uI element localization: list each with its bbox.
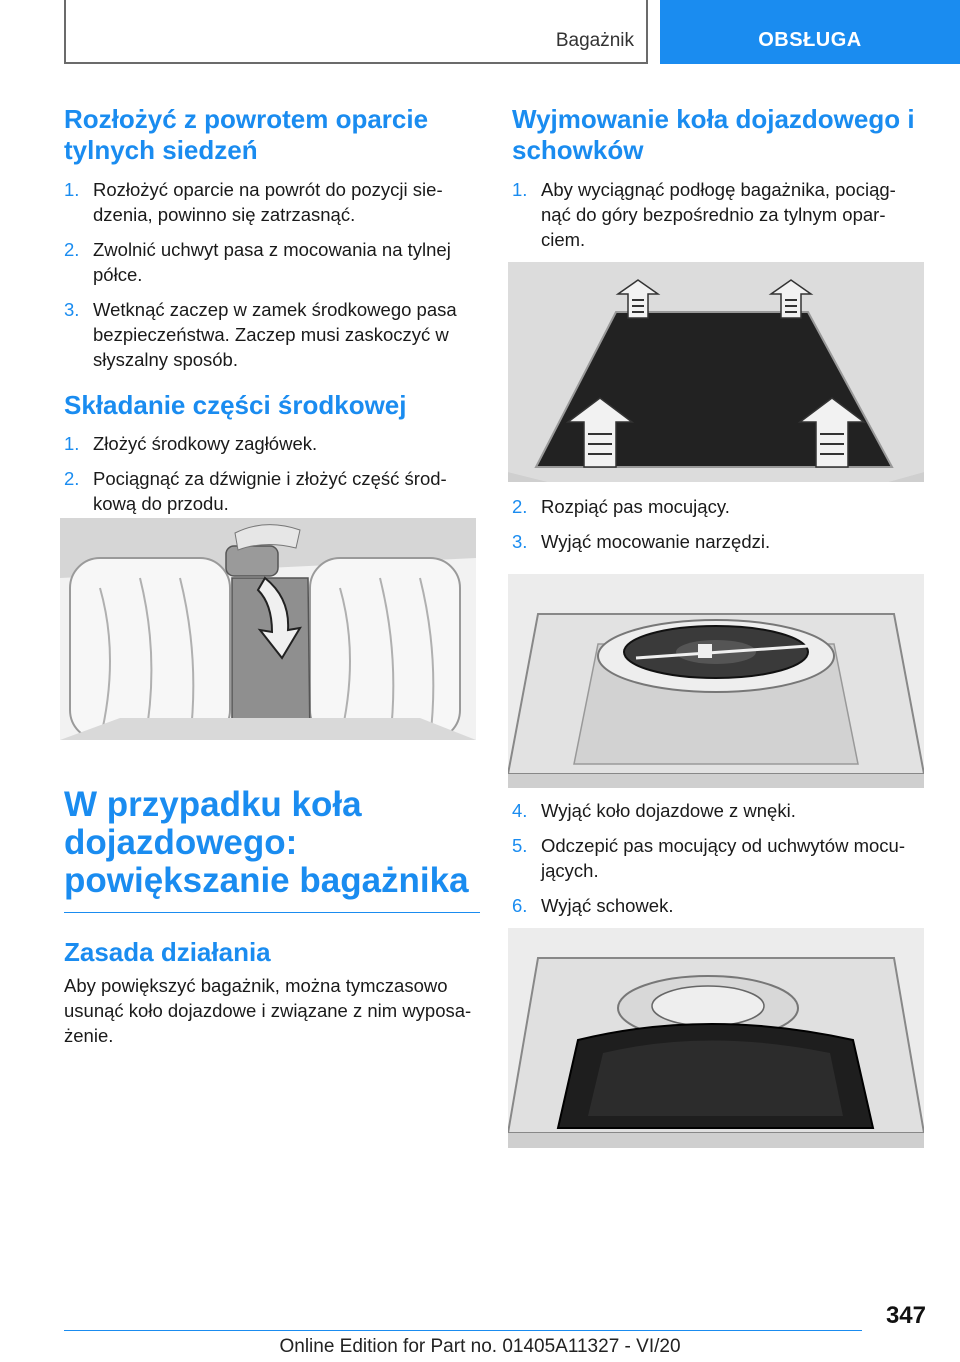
step-text: Zwolnić uchwyt pasa z mocowania na tylnej półce. xyxy=(93,239,451,285)
footer-edition: Online Edition for Part no. 01405A11327 - VI/20 xyxy=(279,1336,681,1357)
rear-seat-illustration xyxy=(60,518,476,740)
spare-wheel-well-illustration xyxy=(508,574,924,788)
step-number: 1. xyxy=(512,179,528,200)
step-number: 2. xyxy=(512,496,528,517)
header-section-box xyxy=(64,0,648,64)
step-number: 2. xyxy=(64,239,80,260)
step-item xyxy=(64,297,474,372)
step-number: 3. xyxy=(512,531,528,552)
step-item xyxy=(512,833,924,883)
step-item xyxy=(64,466,474,516)
step-item xyxy=(64,237,474,287)
step-text: Wyjąć koło dojazdowe z wnęki. xyxy=(541,800,796,821)
step-text: Rozpiąć pas mocujący. xyxy=(541,496,730,517)
step-text: Wetknąć zaczep w zamek środkowego pasa bezpieczeństwa. Zaczep musi zaskoczyć w słyszalny sposób. xyxy=(93,299,457,370)
section-heading-remove-wheel: Wyjmowanie koła dojazdowego i schowków xyxy=(512,104,915,165)
step-item xyxy=(64,177,474,227)
principle-paragraph: Aby powiększyć bagażnik, można tymczasowo usunąć koło dojazdowe i związane z nim wyposa-żenie. xyxy=(64,975,472,1046)
right-column-steps-b xyxy=(512,494,924,564)
chapter-heading-spare-wheel: W przypadku koła dojazdowego: powiększanie bagażnika xyxy=(64,785,469,900)
step-text: Wyjąć schowek. xyxy=(541,895,674,916)
steps-fold-back xyxy=(64,177,474,372)
steps-remove-floor xyxy=(512,177,924,252)
step-number: 5. xyxy=(512,835,528,856)
chapter-tab[interactable]: OBSŁUGA xyxy=(660,0,960,64)
step-number: 1. xyxy=(64,179,80,200)
page-number: 347 xyxy=(885,1302,926,1329)
section-heading-middle-part: Składanie części środkowej xyxy=(64,390,407,420)
step-text: Rozłożyć oparcie na powrót do pozycji sie-dzenia, powinno się zatrzasnąć. xyxy=(93,179,443,225)
step-text: Pociągnąć za dźwignie i złożyć część środ-kową do przodu. xyxy=(93,468,447,514)
section-heading-principle: Zasada działania xyxy=(64,937,271,967)
step-number: 1. xyxy=(64,433,80,454)
step-item xyxy=(512,893,924,918)
step-item xyxy=(512,529,924,554)
steps-remove-wheel xyxy=(512,798,924,918)
section-heading-fold-back: Rozłożyć z powrotem oparcie tylnych siedzeń xyxy=(64,104,429,165)
step-text: Aby wyciągnąć podłogę bagażnika, pociąg-nąć do góry bezpośrednio za tylnym opar-ciem. xyxy=(541,179,896,250)
step-text: Złożyć środkowy zagłówek. xyxy=(93,433,318,454)
section-title: Bagażnik xyxy=(555,30,634,51)
step-item xyxy=(512,177,924,252)
step-number: 2. xyxy=(64,468,80,489)
step-text: Wyjąć mocowanie narzędzi. xyxy=(541,531,771,552)
step-number: 6. xyxy=(512,895,528,916)
steps-unfasten xyxy=(512,494,924,554)
step-item xyxy=(512,494,924,519)
right-column-steps-c xyxy=(512,798,924,928)
right-column-top xyxy=(512,104,924,262)
step-number: 3. xyxy=(64,299,80,320)
steps-middle-part xyxy=(64,431,474,516)
step-item xyxy=(512,798,924,823)
step-item xyxy=(64,431,474,456)
left-column-bottom xyxy=(64,786,480,1048)
heading-rule xyxy=(64,912,480,913)
step-number: 4. xyxy=(512,800,528,821)
footer-rule xyxy=(64,1330,862,1331)
step-text: Odczepić pas mocujący od uchwytów mocu-jących. xyxy=(541,835,905,881)
trunk-floor-illustration xyxy=(508,262,924,482)
storage-compartment-illustration xyxy=(508,928,924,1148)
left-column-top xyxy=(64,104,474,526)
